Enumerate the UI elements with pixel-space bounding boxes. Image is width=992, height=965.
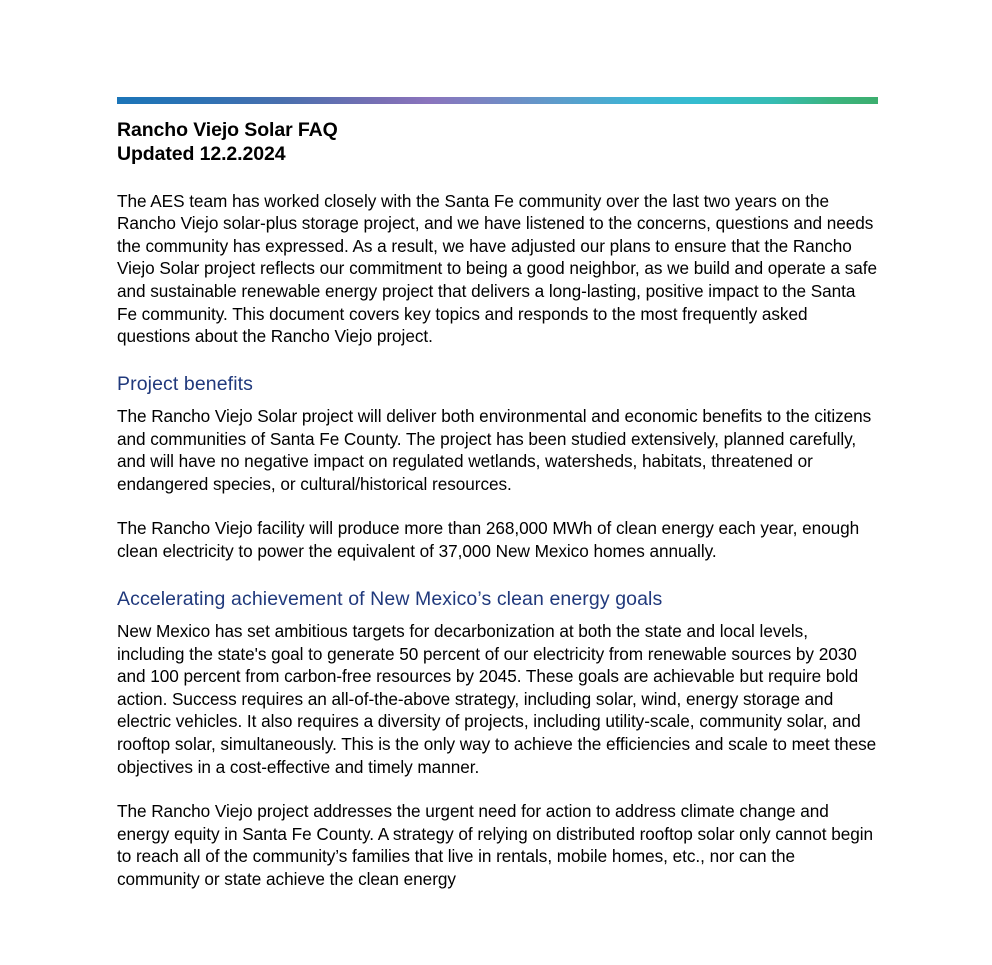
section-1-paragraph-1: The Rancho Viejo project addresses the urgent need for action to address climate change and energy equity in Santa Fe County. A strategy of relying on distributed rooftop solar only cannot begin to reach all of the community’s families that live in rentals, mobile homes, etc., nor can the community or state achieve the clean energy: [117, 801, 874, 889]
section-0-paragraph-0: The Rancho Viejo Solar project will deliver both environmental and economic benefits to the citizens and communities of Santa Fe County. The project has been studied extensively, planned carefully, and will have no negative impact on regulated wetlands, watersheds, habitats, threatened or endangered species, or cultural/historical resources.: [117, 406, 872, 494]
page-title-line-2: Updated 12.2.2024: [117, 142, 286, 165]
intro-paragraph: The AES team has worked closely with the Santa Fe community over the last two years on the Rancho Viejo solar-plus storage project, and we have listened to the concerns, questions and needs the community has expressed. As a result, we have adjusted our plans to ensure that the Rancho Viejo Solar project reflects our commitment to being a good neighbor, as we build and operate a safe and sustainable renewable energy project that delivers a long-lasting, positive impact to the Santa Fe community. This document covers key topics and responds to the most frequently asked questions about the Rancho Viejo project.: [117, 190, 877, 347]
section-heading-project-benefits: Project benefits: [117, 372, 254, 395]
page-title: [117, 119, 879, 167]
gradient-accent-bar: [117, 97, 878, 104]
page-title-line-1: Rancho Viejo Solar FAQ: [117, 119, 338, 141]
section-0-paragraph-1: The Rancho Viejo facility will produce more than 268,000 MWh of clean energy each year, enough clean electricity to power the equivalent of 37,000 New Mexico homes annually.: [117, 518, 860, 562]
section-heading-clean-energy-goals: Accelerating achievement of New Mexico’s clean energy goals: [117, 587, 663, 610]
document-content: [117, 97, 879, 891]
section-1-paragraph-0: New Mexico has set ambitious targets for decarbonization at both the state and local levels, including the state's goal to generate 50 percent of our electricity from renewable sources by 2030 and 100 percent from carbon-free resources by 2045. These goals are achievable but require bold action. Success requires an all-of-the-above strategy, including solar, wind, energy storage and electric vehicles. It also requires a diversity of projects, including utility-scale, community solar, and rooftop solar, simultaneously. This is the only way to achieve the efficiencies and scale to meet these objectives in a cost-effective and timely manner.: [117, 621, 877, 777]
